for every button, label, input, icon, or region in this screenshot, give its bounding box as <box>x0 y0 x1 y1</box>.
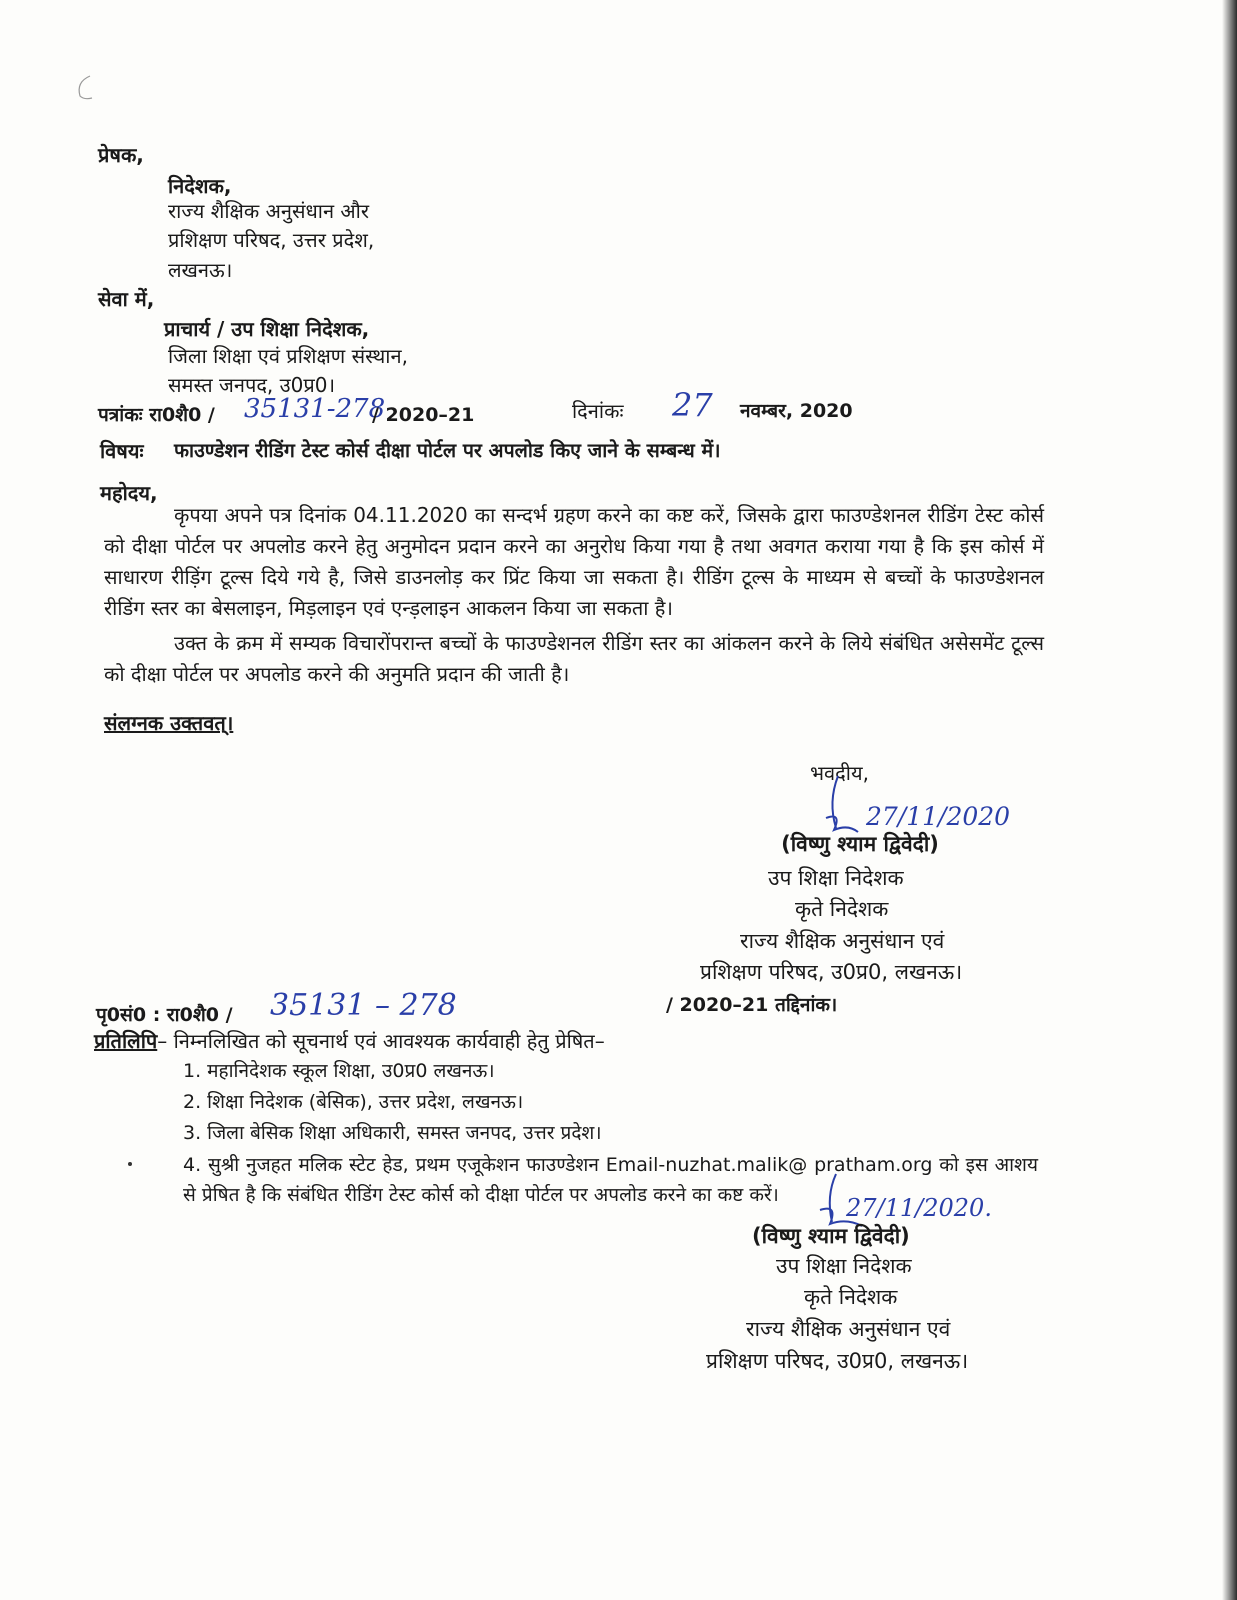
copy-to-list <box>183 1056 602 1149</box>
recipient-line: समस्त जनपद, उ0प्र0। <box>168 373 336 397</box>
salutation: महोदय, <box>100 481 158 505</box>
reference-label: पत्रांकः रा0शै0 / <box>98 404 215 426</box>
signatory-name: (विष्णु श्याम द्विवेदी) <box>752 1224 910 1248</box>
date-label: दिनांकः <box>572 399 624 423</box>
subject-label: विषयः <box>100 439 144 463</box>
copy-to-intro: – निम्नलिखित को सूचनार्थ एवं आवश्यक कार्यवाही हेतु प्रेषित– <box>157 1029 605 1053</box>
copy-to-label: प्रतिलिपि <box>94 1029 158 1053</box>
signatory-line: प्रशिक्षण परिषद, उ0प्र0, लखनऊ। <box>706 1349 969 1373</box>
bullet-dot <box>128 1162 132 1166</box>
recipient-label: सेवा में, <box>98 287 155 311</box>
signatory-line: प्रशिक्षण परिषद, उ0प्र0, लखनऊ। <box>700 960 963 984</box>
signature-date: 27/11/2020 <box>866 802 1011 831</box>
sender-line: लखनऊ। <box>168 258 233 282</box>
signature-block <box>740 828 980 860</box>
signatory-line: कृते निदेशक <box>804 1285 898 1309</box>
closing: भवदीय, <box>810 761 869 785</box>
reference-handwritten-number: 35131-278 <box>244 394 386 424</box>
subject-text: फाउण्डेशन रीडिंग टेस्ट कोर्स दीक्षा पोर्टल पर अपलोड किए जाने के सम्बन्ध में। <box>174 439 721 462</box>
copy-to-item: 1. महानिदेशक स्कूल शिक्षा, उ0प्र0 लखनऊ। <box>183 1060 495 1082</box>
copy-to-item: 2. शिक्षा निदेशक (बेसिक), उत्तर प्रदेश, लखनऊ। <box>183 1091 524 1113</box>
punch-hole-mark <box>70 72 100 102</box>
enclosure-note: संलग्नक उक्तवत्। <box>104 711 234 735</box>
signatory-designation: उप शिक्षा निदेशक <box>768 866 904 890</box>
copy-reference-handwritten-number: 35131 – 278 <box>270 988 457 1023</box>
body-paragraph-2: उक्त के क्रम में सम्यक विचारोंपरान्त बच्चों के फाउण्डेशनल रीडिंग स्तर का आंकलन करने के लिये संबंधित असेसमेंट टूल्स को दीक्षा पोर्टल पर अपलोड करने की अनुमति प्रदान की जाती है। <box>104 631 1044 686</box>
signatory-name: (विष्णु श्याम द्विवेदी) <box>781 832 939 856</box>
sender-line: राज्य शैक्षिक अनुसंधान और <box>168 199 370 223</box>
signatory-line: राज्य शैक्षिक अनुसंधान एवं <box>746 1317 951 1341</box>
copy-reference-label: पृ0सं0 : रा0शै0 / <box>96 1004 233 1026</box>
signatory-line: कृते निदेशक <box>795 897 889 921</box>
sender-label: प्रेषक, <box>98 143 144 167</box>
recipient-designation: प्राचार्य / उप शिक्षा निदेशक, <box>164 317 370 341</box>
reference-year: / 2020–21 <box>372 404 475 426</box>
scan-edge-shadow <box>1222 0 1237 1600</box>
signature-date: 27/11/2020. <box>846 1194 992 1222</box>
copy-to-item: 3. जिला बेसिक शिक्षा अधिकारी, समस्त जनपद, उत्तर प्रदेश। <box>183 1122 602 1144</box>
letter-body <box>104 500 1044 690</box>
sender-line: प्रशिक्षण परिषद, उत्तर प्रदेश, <box>168 228 375 252</box>
date-month-year: नवम्बर, 2020 <box>740 400 853 422</box>
copy-to-line <box>94 1026 605 1056</box>
copy-to-item-4: 4. सुश्री नुजहत मलिक स्टेट हेड, प्रथम एजूकेशन फाउण्डेशन Email-nuzhat.malik@ pratham.org को इस आशय से प्रेषित है कि संबंधित रीडिंग टेस्ट कोर्स को दीक्षा पोर्टल पर अपलोड करने का कष्ट करें। <box>183 1154 1038 1206</box>
recipient-line: जिला शिक्षा एवं प्रशिक्षण संस्थान, <box>168 344 408 368</box>
copy-reference-year: / 2020–21 तद्दिनांक। <box>666 994 838 1016</box>
date-handwritten-day: 27 <box>672 386 713 424</box>
signatory-line: राज्य शैक्षिक अनुसंधान एवं <box>740 929 945 953</box>
signatory-designation: उप शिक्षा निदेशक <box>776 1254 912 1278</box>
body-paragraph-1: कृपया अपने पत्र दिनांक 04.11.2020 का सन्दर्भ ग्रहण करने का कष्ट करें, जिसके द्वारा फाउण्डेशनल रीडिंग टेस्ट कोर्स को दीक्षा पोर्टल पर अपलोड करने हेतु अनुमोदन प्रदान करने का अनुरोध किया गया है तथा अवगत कराया गया है कि इस कोर्स में साधारण रीड़िंग टूल्स दिये गये है, जिसे डाउनलोड़ कर प्रिंट किया जा सकता है। रीडिंग टूल्स के माध्यम से बच्चों के फाउण्डेशनल रीडिंग स्तर का बेसलाइन, मिड़लाइन एवं एन्ड़लाइन आकलन किया जा सकता है। <box>104 503 1044 620</box>
sender-designation: निदेशक, <box>168 174 232 198</box>
